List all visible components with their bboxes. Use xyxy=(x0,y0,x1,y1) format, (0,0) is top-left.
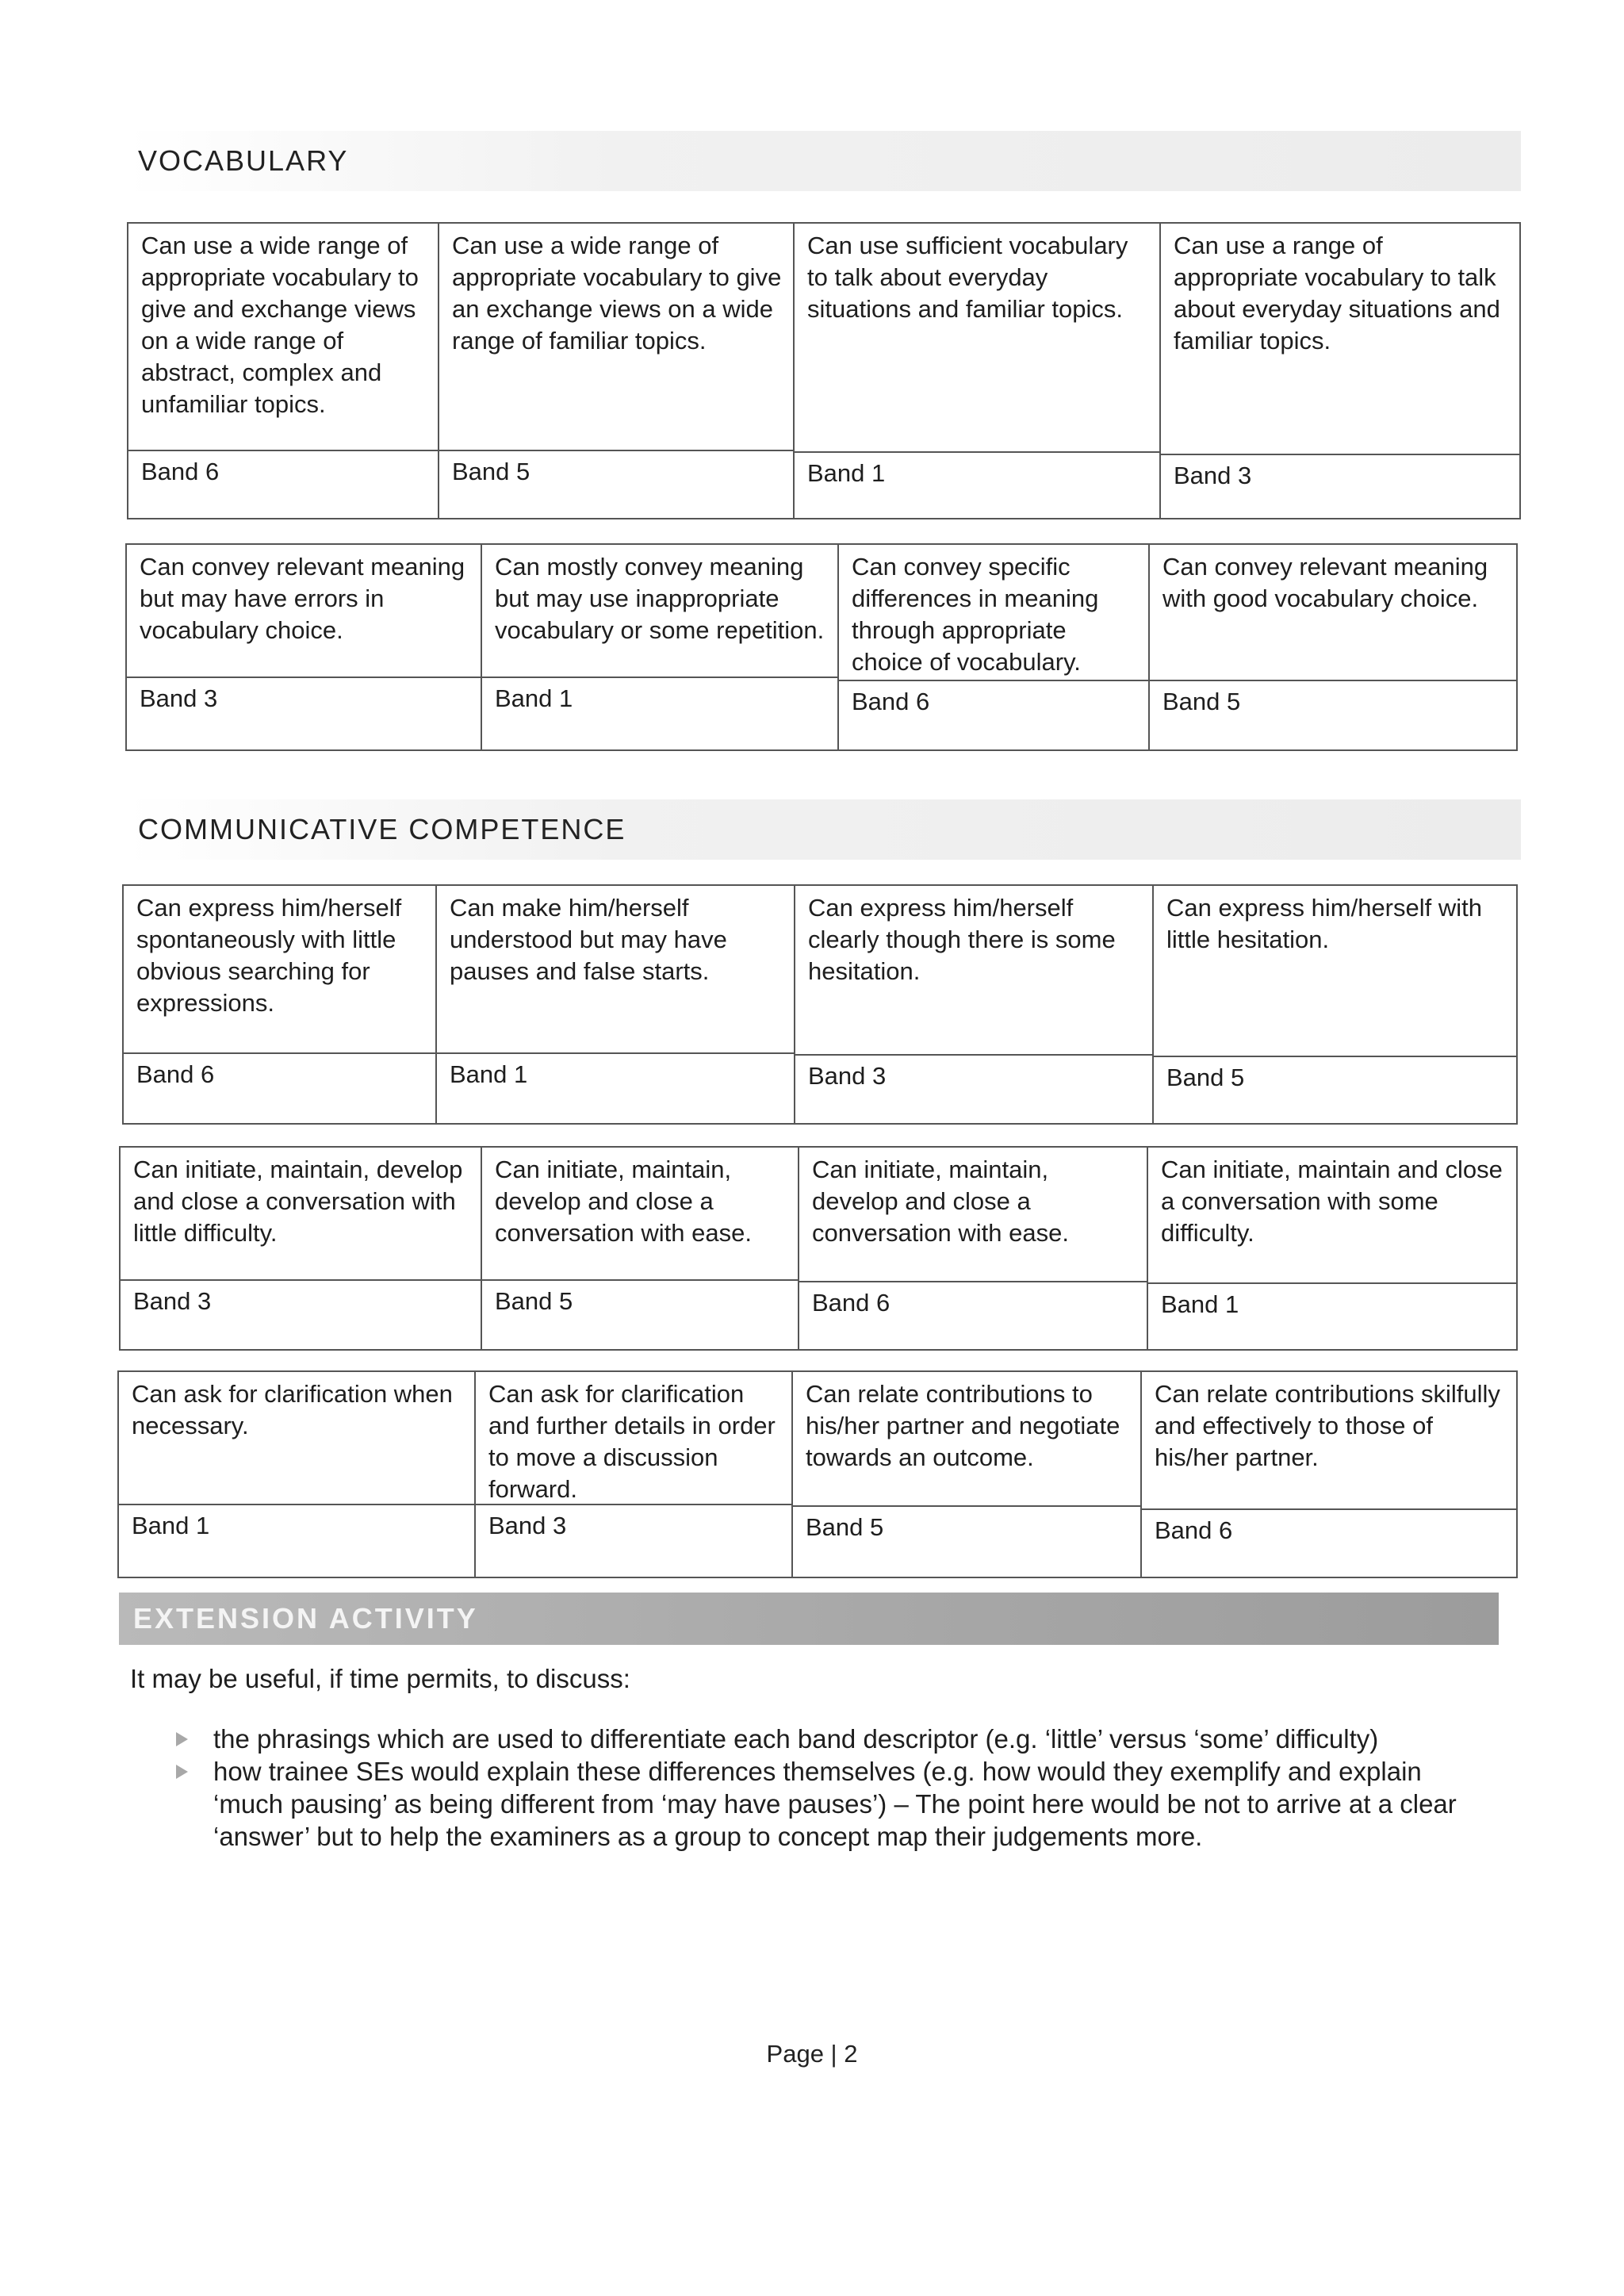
descriptor-text: Can express him/herself spontaneously with little obvious searching for expressions. xyxy=(136,894,402,1017)
descriptor-text: Can use a wide range of appropriate vocabulary to give an exchange views on a wide range of familiar topics. xyxy=(452,232,782,355)
descriptor-text: Can use sufficient vocabulary to talk about everyday situations and familiar topics. xyxy=(807,232,1128,323)
extension-intro: It may be useful, if time permits, to discuss: xyxy=(130,1664,630,1693)
descriptor-cell xyxy=(482,545,839,749)
descriptor-text: Can initiate, maintain, develop and close a conversation with ease. xyxy=(812,1156,1069,1247)
list-item xyxy=(176,1723,1492,1755)
descriptor-cell xyxy=(795,886,1154,1123)
band-label: Band 3 xyxy=(476,1504,791,1577)
descriptor-cell xyxy=(795,224,1161,518)
band-label: Band 1 xyxy=(482,677,837,749)
band-label: Band 5 xyxy=(482,1279,798,1349)
band-label: Band 5 xyxy=(1154,1056,1516,1123)
band-label: Band 6 xyxy=(124,1052,435,1123)
descriptor-text: Can make him/herself understood but may have pauses and false starts. xyxy=(450,894,727,985)
descriptor-cell xyxy=(127,545,482,749)
descriptor-text: Can initiate, maintain and close a conversation with some difficulty. xyxy=(1161,1156,1503,1247)
band-label: Band 1 xyxy=(119,1504,474,1577)
descriptor-text: Can mostly convey meaning but may use inappropriate vocabulary or some repetition. xyxy=(495,553,825,644)
bullet-text: the phrasings which are used to differentiate each band descriptor (e.g. ‘little’ versus ‘some’ difficulty) xyxy=(213,1724,1379,1754)
descriptor-text: Can ask for clarification when necessary. xyxy=(132,1380,453,1439)
descriptor-cell xyxy=(1142,1372,1516,1577)
descriptor-cell xyxy=(476,1372,793,1577)
communicative-table-2 xyxy=(119,1146,1518,1351)
descriptor-cell xyxy=(124,886,437,1123)
descriptor-text: Can ask for clarification and further details in order to move a discussion forward. xyxy=(488,1380,776,1503)
extension-bullet-list xyxy=(176,1723,1492,1853)
descriptor-text: Can convey relevant meaning but may have errors in vocabulary choice. xyxy=(140,553,465,644)
communicative-table-1 xyxy=(122,884,1518,1125)
descriptor-cell xyxy=(1150,545,1516,749)
band-label: Band 5 xyxy=(793,1505,1140,1577)
descriptor-cell xyxy=(482,1148,799,1349)
descriptor-text: Can initiate, maintain, develop and close a conversation with ease. xyxy=(495,1156,752,1247)
band-label: Band 3 xyxy=(127,677,481,749)
descriptor-text: Can relate contributions to his/her partner and negotiate towards an outcome. xyxy=(806,1380,1120,1471)
communicative-competence-heading: COMMUNICATIVE COMPETENCE xyxy=(125,799,1521,860)
bullet-text: how trainee SEs would explain these differences themselves (e.g. how would they exemplify and explain ‘much pausing’ as being different from ‘may have pauses’) – The point here would be not to arrive at a clear ‘answer’ but to help the examiners as a group to concept map their judgements more. xyxy=(213,1757,1457,1851)
descriptor-cell xyxy=(793,1372,1142,1577)
vocabulary-table-1 xyxy=(127,222,1521,519)
band-label: Band 3 xyxy=(1161,454,1519,518)
descriptor-cell xyxy=(119,1372,476,1577)
band-label: Band 3 xyxy=(121,1279,481,1349)
band-label: Band 1 xyxy=(795,451,1159,518)
band-label: Band 5 xyxy=(1150,680,1516,749)
descriptor-cell xyxy=(799,1148,1148,1349)
communicative-table-3 xyxy=(117,1370,1518,1578)
extension-activity-heading: EXTENSION ACTIVITY xyxy=(119,1593,1499,1645)
band-label: Band 3 xyxy=(795,1054,1152,1123)
descriptor-text: Can convey relevant meaning with good vocabulary choice. xyxy=(1162,553,1488,612)
descriptor-text: Can express him/herself clearly though there is some hesitation. xyxy=(808,894,1116,985)
descriptor-text: Can use a range of appropriate vocabulary to talk about everyday situations and familiar topics. xyxy=(1174,232,1500,355)
descriptor-cell xyxy=(839,545,1150,749)
descriptor-text: Can use a wide range of appropriate vocabulary to give and exchange views on a wide range of abstract, complex and unfamiliar topics. xyxy=(141,232,419,418)
descriptor-cell xyxy=(437,886,795,1123)
vocabulary-table-2 xyxy=(125,543,1518,751)
descriptor-cell xyxy=(128,224,439,518)
page-number: Page | 2 xyxy=(766,2040,858,2068)
band-label: Band 1 xyxy=(437,1052,794,1123)
arrow-bullet-icon xyxy=(176,1732,188,1746)
descriptor-text: Can express him/herself with little hesitation. xyxy=(1166,894,1482,953)
descriptor-text: Can convey specific differences in meaning through appropriate choice of vocabulary. xyxy=(852,553,1099,676)
descriptor-cell xyxy=(1148,1148,1516,1349)
vocabulary-heading: VOCABULARY xyxy=(125,131,1521,191)
band-label: Band 6 xyxy=(128,450,438,518)
descriptor-cell xyxy=(1154,886,1516,1123)
descriptor-cell xyxy=(1161,224,1519,518)
descriptor-cell xyxy=(439,224,795,518)
band-label: Band 1 xyxy=(1148,1282,1516,1349)
list-item xyxy=(176,1755,1492,1853)
descriptor-text: Can initiate, maintain, develop and close a conversation with little difficulty. xyxy=(133,1156,463,1247)
band-label: Band 6 xyxy=(799,1281,1147,1349)
band-label: Band 6 xyxy=(839,680,1148,749)
descriptor-text: Can relate contributions skilfully and effectively to those of his/her partner. xyxy=(1155,1380,1500,1471)
arrow-bullet-icon xyxy=(176,1765,188,1779)
descriptor-cell xyxy=(121,1148,482,1349)
band-label: Band 5 xyxy=(439,450,793,518)
band-label: Band 6 xyxy=(1142,1508,1516,1577)
